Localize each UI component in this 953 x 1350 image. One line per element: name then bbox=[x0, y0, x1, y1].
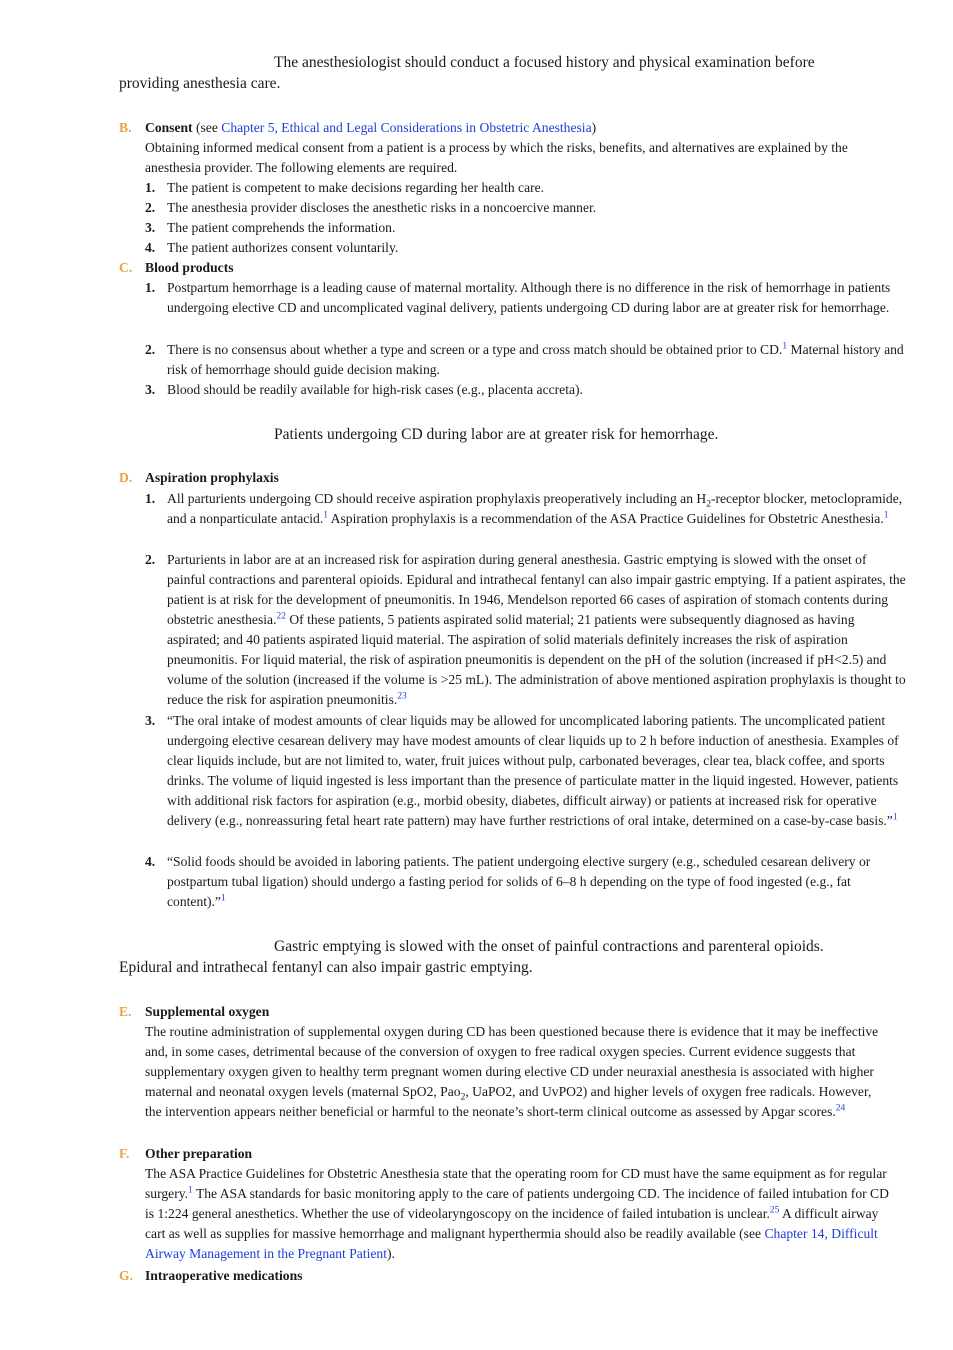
reference-link[interactable]: 1 bbox=[782, 341, 788, 352]
subscript: 2 bbox=[706, 499, 711, 510]
section-consent bbox=[119, 118, 909, 138]
item-number: 3. bbox=[145, 382, 156, 397]
item-text-part: -receptor blocker, metoclopramide, and a nonparticulate antacid. bbox=[167, 491, 903, 526]
section-supplemental-oxygen bbox=[119, 1002, 269, 1022]
paragraph-part: The ASA Practice Guidelines for Obstetric Anesthesia state that the operating room for CD must have the same equipment as for regular surgery. bbox=[145, 1166, 887, 1201]
item-text: Postpartum hemorrhage is a leading cause of maternal mortality. Although there is no difference in the risk of hemorrhage in patients undergoing elective CD and uncomplicated vaginal delivery, patients undergoing CD during labor are at greater risk for hemorrhage. bbox=[167, 280, 891, 315]
callout-text: The anesthesiologist should conduct a focused history and physical examination before bbox=[274, 54, 815, 71]
reference-link[interactable]: 1 bbox=[892, 812, 898, 823]
chapter-14-link[interactable]: Chapter 14, Difficult Airway Management in the Pregnant Patient bbox=[145, 1226, 878, 1261]
reference-link[interactable]: 22 bbox=[276, 611, 286, 622]
paragraph-part: The ASA standards for basic monitoring apply to the care of patients undergoing CD. The incidence of failed intubation for CD is 1:224 general anesthetics. Whether the use of videolaryngoscopy on the incidence of failed intubation is unclear. bbox=[145, 1186, 889, 1221]
section-title: Consent bbox=[145, 120, 193, 135]
section-title: Supplemental oxygen bbox=[145, 1004, 270, 1019]
callout-text: Gastric emptying is slowed with the onset of painful contractions and parenteral opioids. bbox=[274, 938, 824, 955]
item-text bbox=[167, 852, 907, 912]
section-title: Intraoperative medications bbox=[145, 1268, 303, 1283]
consent-intro: Obtaining informed medical consent from a patient is a process by which the risks, benefits, and alternatives are explained by the anesthesia provider. The following elements are required. bbox=[145, 140, 848, 175]
paragraph-part: ). bbox=[386, 1246, 395, 1261]
oxygen-paragraph bbox=[145, 1022, 890, 1122]
item-text-part: There is no consensus about whether a type and screen or a type and cross match should be obtained prior to CD. bbox=[167, 342, 783, 357]
section-letter: D. bbox=[119, 470, 133, 485]
section-blood-products bbox=[119, 258, 234, 278]
item-text-part: Of these patients, 5 patients aspirated solid material; 21 patients were subsequently diagnosed as having aspirated; and 40 patients aspirated liquid material. The aspiration of solid materials definitely increases the risk of aspiration pneumonitis. For liquid material, the risk of aspiration pneumonitis is dependent on the pH of the solution (increased if pH<2.5) and volume of the solution (increased if the volume is >25 mL). The administration of above mentioned aspiration prophylaxis is thought to reduce the risk for aspiration pneumonitis. bbox=[167, 612, 906, 707]
item-number: 1. bbox=[145, 180, 156, 195]
item-text bbox=[167, 550, 907, 710]
list-item bbox=[145, 178, 905, 198]
paragraph-part: , UaPO2, and UvPO2) and higher levels of oxygen free radicals. However, the intervention appears neither beneficial or harmful to the neonate’s short-term clinical outcome as assessed by Apgar scores. bbox=[145, 1084, 872, 1119]
reference-link[interactable]: 24 bbox=[835, 1103, 846, 1114]
section-letter: F. bbox=[119, 1146, 130, 1161]
section-see: (see bbox=[192, 120, 222, 135]
item-text-part: Aspiration prophylaxis is a recommendation of the ASA Practice Guidelines for Obstetric Anesthesia. bbox=[328, 511, 884, 526]
section-letter: C. bbox=[119, 260, 133, 275]
callout-hemorrhage: Patients undergoing CD during labor are at greater risk for hemorrhage. bbox=[274, 426, 719, 443]
item-text: The patient authorizes consent voluntarily. bbox=[167, 240, 399, 255]
section-title: Other preparation bbox=[145, 1146, 253, 1161]
item-text: The anesthesia provider discloses the anesthetic risks in a noncoercive manner. bbox=[167, 200, 597, 215]
reference-link[interactable]: 1 bbox=[220, 893, 226, 904]
item-number: 4. bbox=[145, 240, 156, 255]
item-text-part: All parturients undergoing CD should receive aspiration prophylaxis preoperatively including an H bbox=[167, 491, 707, 506]
list-item bbox=[145, 198, 905, 218]
section-intraoperative-medications bbox=[119, 1266, 302, 1286]
item-text: Blood should be readily available for high-risk cases (e.g., placenta accreta). bbox=[167, 382, 583, 397]
item-text-part: Parturients in labor are at an increased risk for aspiration during general anesthesia. Gastric emptying is slowed with the onset of painful contractions and parenteral opioids. Epidural and intrathecal fentanyl can also impair gastric emptying. If a patient aspirates, the patient is at risk for the development of pneumonitis. In 1946, Mendelson reported 66 cases of aspiration of stomach contents during obstetric anesthesia. bbox=[167, 552, 906, 627]
item-number: 3. bbox=[145, 713, 156, 728]
callout-gastric-emptying bbox=[119, 936, 909, 978]
item-text-part: “Solid foods should be avoided in laboring patients. The patient undergoing elective surgery (e.g., scheduled cesarean delivery or postpartum tubal ligation) should undergo a fasting period for solids of 6–8 h depending on the type of food ingested (e.g., fat content).” bbox=[167, 854, 871, 909]
section-letter: G. bbox=[119, 1268, 133, 1283]
item-text bbox=[167, 489, 907, 529]
item-text-part: “The oral intake of modest amounts of clear liquids may be allowed for uncomplicated laboring patients. The uncomplicated patient undergoing elective cesarean delivery may have modest amounts of clear liquids up to 2 h before induction of anesthesia. Examples of clear liquids include, but are not limited to, water, fruit juices without pulp, carbonated beverages, clear tea, black coffee, and sports drinks. The volume of liquid ingested is less important than the presence of particulate matter in the liquid ingested. However, patients with additional risk factors for aspiration (e.g., morbid obesity, diabetes, difficult airway) or patients at increased risk for operative delivery (e.g., nonreassuring fetal heart rate pattern) may have further restrictions of oral intake, determined on a case-by-case basis.” bbox=[167, 713, 899, 828]
section-other-preparation bbox=[119, 1144, 252, 1164]
reference-link[interactable]: 23 bbox=[397, 691, 407, 702]
section-title: Blood products bbox=[145, 260, 234, 275]
section-letter: E. bbox=[119, 1004, 132, 1019]
reference-link[interactable]: 1 bbox=[883, 510, 889, 521]
reference-link[interactable]: 25 bbox=[769, 1205, 780, 1216]
item-text: The patient comprehends the information. bbox=[167, 220, 396, 235]
item-number: 2. bbox=[145, 552, 156, 567]
callout-history-exam bbox=[119, 52, 899, 94]
section-title: Aspiration prophylaxis bbox=[145, 470, 279, 485]
section-aspiration-prophylaxis bbox=[119, 468, 279, 488]
item-number: 4. bbox=[145, 854, 156, 869]
reference-link[interactable]: 1 bbox=[188, 1185, 193, 1196]
reference-link[interactable]: 1 bbox=[323, 510, 329, 521]
section-see-close: ) bbox=[591, 120, 597, 135]
item-text bbox=[167, 711, 907, 831]
list-item bbox=[145, 218, 905, 238]
list-item bbox=[145, 380, 907, 400]
preparation-paragraph bbox=[145, 1164, 900, 1264]
item-number: 2. bbox=[145, 342, 156, 357]
callout-text: providing anesthesia care. bbox=[119, 75, 281, 92]
item-text-part: Maternal history and risk of hemorrhage should guide decision making. bbox=[167, 342, 904, 377]
item-text bbox=[167, 340, 907, 380]
chapter-5-link[interactable]: Chapter 5, Ethical and Legal Considerations in Obstetric Anesthesia bbox=[221, 120, 592, 135]
item-number: 3. bbox=[145, 220, 156, 235]
item-number: 1. bbox=[145, 491, 156, 506]
callout-text: Epidural and intrathecal fentanyl can also impair gastric emptying. bbox=[119, 959, 533, 976]
item-number: 2. bbox=[145, 200, 156, 215]
item-text: The patient is competent to make decisions regarding her health care. bbox=[167, 180, 545, 195]
paragraph-part: The routine administration of supplemental oxygen during CD has been questioned because there is evidence that it may be ineffective and, in some cases, detrimental because of the conversion of oxygen to free radical oxygen species. Current evidence suggests that supplementary oxygen given to healthy term pregnant women during elective CD under neuraxial anesthesia is associated with higher maternal and neonatal oxygen levels (maternal SpO2, Pao bbox=[145, 1024, 879, 1099]
list-item bbox=[145, 238, 905, 258]
subscript: 2 bbox=[460, 1092, 466, 1103]
paragraph-part: A difficult airway cart as well as supplies for massive hemorrhage and malignant hyperthermia should also be readily available (see bbox=[145, 1206, 879, 1241]
section-letter: B. bbox=[119, 120, 132, 135]
item-number: 1. bbox=[145, 280, 156, 295]
